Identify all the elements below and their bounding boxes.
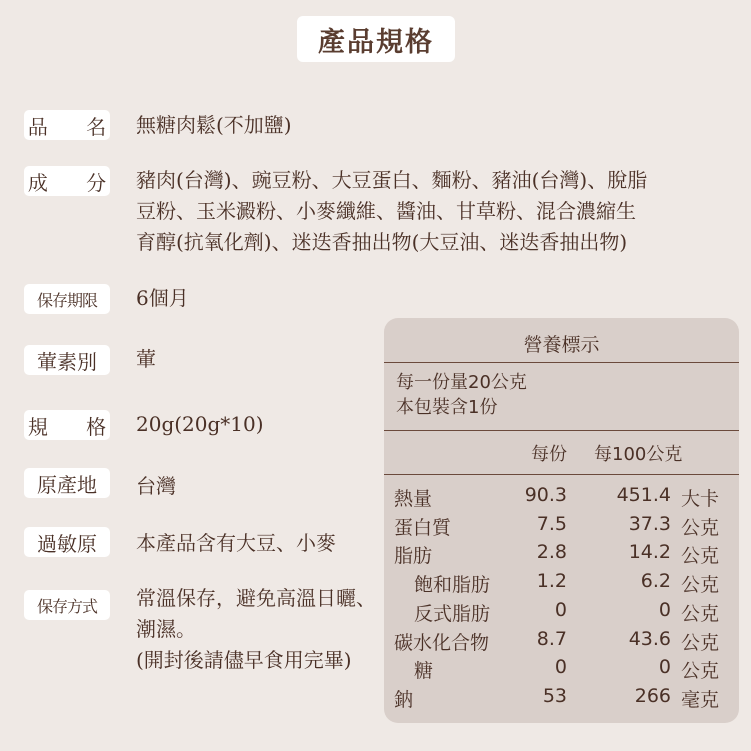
spec-value-storage [136,583,376,676]
storage-line: 常溫保存，避免高溫日曬、 [136,586,376,610]
nutrition-serving-size: 每一份量20公克 [396,372,527,393]
nutrient-per-100g: 0 [658,656,671,679]
spec-label-ingredients: 成 分 [24,166,110,196]
nutrient-unit: 公克 [680,660,719,683]
page-title: 產品規格 [297,16,455,62]
nutrition-row [384,656,739,685]
nutrition-divider [384,430,739,431]
spec-value-shelf-life: 6個月 [136,286,189,310]
nutrient-unit: 毫克 [680,688,719,711]
nutrition-row [384,513,739,542]
nutrient-per-100g: 43.6 [628,627,671,650]
nutrient-unit: 公克 [680,545,719,568]
spec-label-diet-type: 葷素別 [24,345,110,375]
nutrient-per-100g: 37.3 [628,512,671,535]
storage-line: (開封後請儘早食用完畢) [136,648,352,672]
nutrition-row [384,541,739,570]
nutrition-col-per-100g: 每100公克 [594,444,683,465]
nutrient-per-100g: 0 [658,598,671,621]
nutrient-per-serving: 1.2 [536,570,567,593]
storage-line: 潮濕。 [136,617,196,641]
nutrition-servings-per-pack: 本包裝含1份 [396,397,498,418]
nutrient-unit: 公克 [680,574,719,597]
nutrient-name: 飽和脂肪 [414,574,491,597]
nutrition-row [384,484,739,513]
spec-label-allergen: 過敏原 [24,527,110,557]
nutrient-per-serving: 2.8 [536,541,567,564]
nutrition-facts-panel [384,318,739,723]
nutrient-per-serving: 7.5 [536,512,567,535]
spec-label-origin: 原產地 [24,468,110,498]
nutrient-name: 反式脂肪 [414,602,491,625]
nutrient-unit: 公克 [680,516,719,539]
spec-label-storage: 保存方式 [24,590,110,620]
nutrient-per-serving: 0 [554,598,567,621]
nutrition-col-per-serving: 每份 [531,444,567,465]
spec-value-origin: 台灣 [136,474,176,498]
spec-value-allergen: 本產品含有大豆、小麥 [136,531,336,555]
nutrient-unit: 公克 [680,602,719,625]
spec-label-name: 品 名 [24,110,110,140]
nutrition-row [384,570,739,599]
nutrition-title: 營養標示 [523,334,600,356]
nutrient-name: 碳水化合物 [394,631,490,654]
spec-value-diet-type: 葷 [136,347,156,371]
nutrient-unit: 大卡 [680,488,719,510]
spec-label-size: 規 格 [24,410,110,440]
nutrient-per-serving: 0 [554,656,567,679]
nutrient-per-serving: 53 [542,684,567,707]
nutrient-per-100g: 451.4 [616,484,671,506]
nutrition-row [384,685,739,714]
ingredients-line: 豆粉、玉米澱粉、小麥纖維、醬油、甘草粉、混合濃縮生 [136,199,636,223]
nutrient-per-serving: 8.7 [536,627,567,650]
nutrient-per-100g: 266 [634,684,671,707]
nutrient-per-serving: 90.3 [524,484,567,506]
nutrient-name: 熱量 [394,488,433,510]
nutrition-row [384,628,739,657]
nutrition-row [384,599,739,628]
nutrient-per-100g: 6.2 [640,570,671,593]
nutrition-divider [384,362,739,363]
nutrient-per-100g: 14.2 [628,541,671,564]
ingredients-line: 育醇(抗氧化劑)、迷迭香抽出物(大豆油、迷迭香抽出物) [136,230,628,254]
spec-value-size: 20g(20g*10) [136,412,264,436]
spec-label-shelf-life: 保存期限 [24,284,110,314]
nutrient-name: 鈉 [394,688,414,711]
nutrient-name: 蛋白質 [394,516,452,539]
spec-value-name: 無糖肉鬆(不加鹽) [136,113,292,137]
nutrient-name: 脂肪 [394,545,433,568]
nutrient-name: 糖 [414,660,434,683]
spec-value-ingredients [136,165,647,258]
nutrient-unit: 公克 [680,631,719,654]
nutrition-divider [384,474,739,475]
ingredients-line: 豬肉(台灣)、豌豆粉、大豆蛋白、麵粉、豬油(台灣)、脫脂 [136,168,648,192]
